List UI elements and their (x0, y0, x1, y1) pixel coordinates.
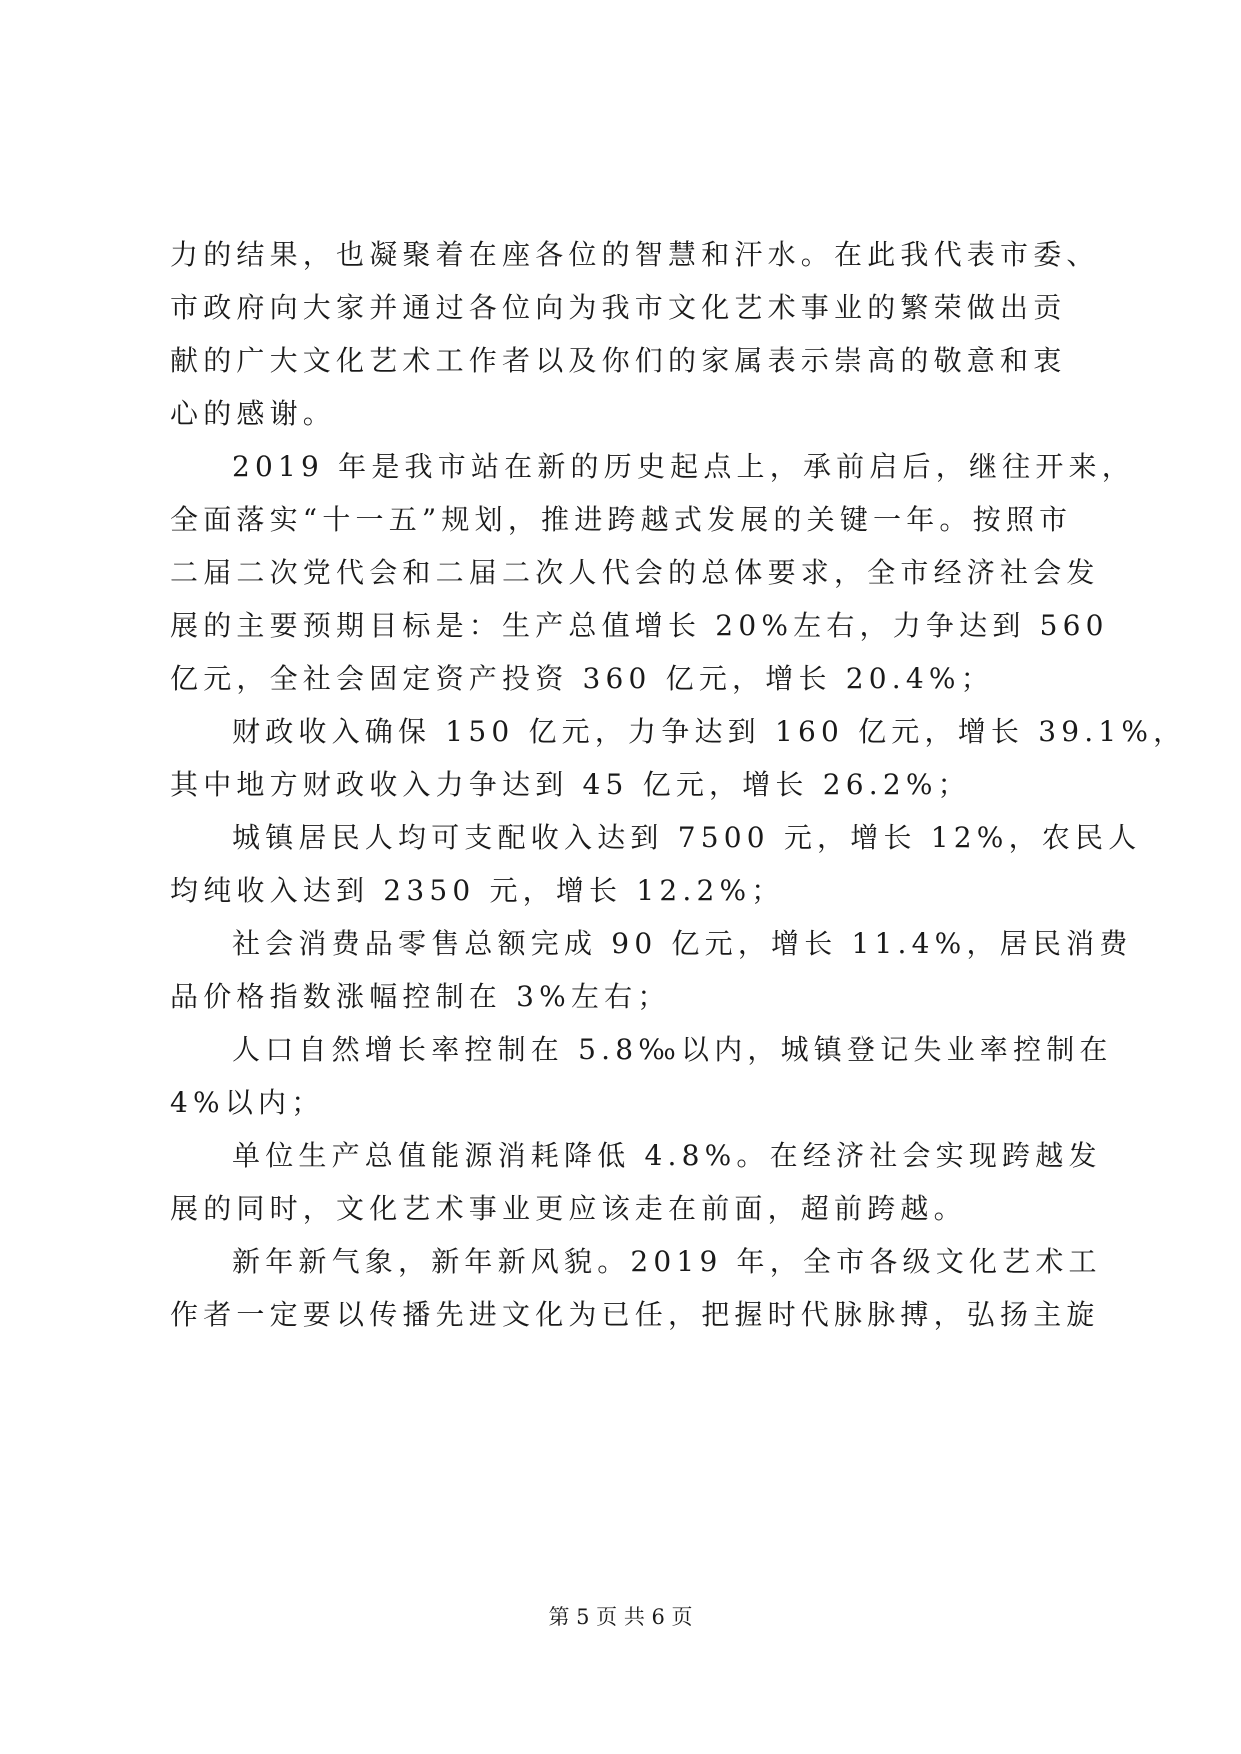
text-line: 均纯收入达到 2350 元，增长 12.2%； (170, 874, 785, 907)
text-line: 作者一定要以传播先进文化为已任，把握时代脉脉搏，弘扬主旋 (170, 1298, 1100, 1331)
text-line: 展的同时，文化艺术事业更应该走在前面，超前跨越。 (170, 1192, 967, 1225)
text-line: 全面落实“十一五”规划，推进跨越式发展的关键一年。按照市 (170, 503, 1073, 536)
page-number-footer: 第 5 页 共 6 页 (548, 1605, 693, 1629)
text-line: 力的结果，也凝聚着在座各位的智慧和汗水。在此我代表市委、 (170, 238, 1100, 271)
text-line: 2019 年是我市站在新的历史起点上，承前启后，继往开来， (232, 450, 1135, 483)
text-line: 其中地方财政收入力争达到 45 亿元，增长 26.2%； (170, 768, 971, 801)
text-line: 展的主要预期目标是：生产总值增长 20%左右，力争达到 560 (170, 609, 1109, 642)
text-line: 市政府向大家并通过各位向为我市文化艺术事业的繁荣做出贡 (170, 291, 1067, 324)
text-line: 献的广大文化艺术工作者以及你们的家属表示崇高的敬意和衷 (170, 344, 1067, 377)
text-line: 亿元，全社会固定资产投资 360 亿元，增长 20.4%； (170, 662, 994, 695)
text-line: 人口自然增长率控制在 5.8‰以内，城镇登记失业率控制在 (232, 1033, 1113, 1066)
text-line: 新年新气象，新年新风貌。2019 年，全市各级文化艺术工 (232, 1245, 1102, 1278)
body-text (170, 228, 1187, 1341)
text-line: 城镇居民人均可支配收入达到 7500 元，增长 12%，农民人 (232, 821, 1142, 854)
text-line: 二届二次党代会和二届二次人代会的总体要求，全市经济社会发 (170, 556, 1100, 589)
text-line: 社会消费品零售总额完成 90 亿元，增长 11.4%，居民消费 (232, 927, 1133, 960)
text-line: 心的感谢。 (170, 397, 337, 430)
text-line: 单位生产总值能源消耗降低 4.8%。在经济社会实现跨越发 (232, 1139, 1102, 1172)
text-line: 财政收入确保 150 亿元，力争达到 160 亿元，增长 39.1%， (232, 715, 1187, 748)
text-line: 品价格指数涨幅控制在 3%左右； (170, 980, 671, 1013)
text-line: 4%以内； (170, 1086, 325, 1119)
